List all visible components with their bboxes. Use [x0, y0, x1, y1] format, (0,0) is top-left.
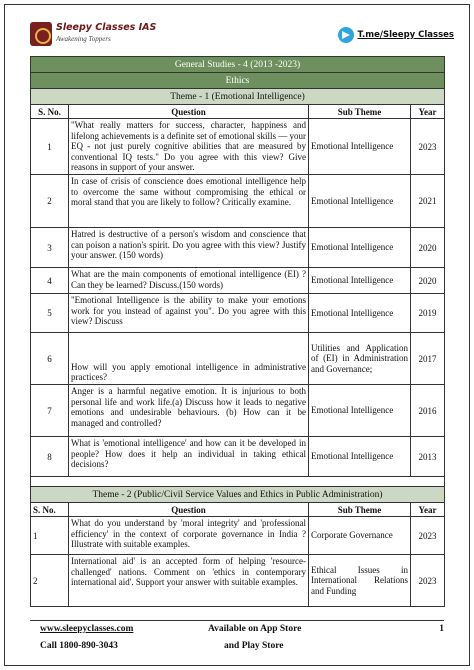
row-year: 2013: [411, 437, 445, 477]
website-link[interactable]: www.sleepyclasses.com: [40, 624, 134, 634]
theme-1-title: Theme - 1 (Emotional Intelligence): [31, 89, 445, 105]
column-header-sno: S. No.: [31, 105, 69, 119]
table-row: [31, 517, 445, 555]
row-year: 2023: [411, 555, 445, 607]
row-subtheme: Emotional Intelligence: [309, 294, 411, 333]
questions-table: [30, 56, 445, 607]
row-year: 2023: [411, 517, 445, 555]
page-header: [30, 20, 454, 50]
logo-name: Sleepy Classes IAS: [56, 22, 157, 33]
column-header-question: Question: [69, 503, 309, 517]
row-question: How will you apply emotional intelligence in administrative practices?: [69, 333, 309, 385]
row-subtheme: Emotional Intelligence: [309, 175, 411, 228]
table-header-row: [31, 105, 445, 119]
row-subtheme: Corporate Governance: [309, 517, 411, 555]
row-year: 2021: [411, 175, 445, 228]
table-row: [31, 333, 445, 385]
column-header-subtheme: Sub Theme: [309, 503, 411, 517]
column-header-year: Year: [411, 105, 445, 119]
telegram-text: T.me/Sleepy Classes: [357, 30, 454, 40]
row-sno: 2: [31, 555, 69, 607]
row-question: What do you understand by 'moral integrity' and 'professional efficiency' in the context of corporate governance in India ? Illustrate with suitable examples.: [69, 517, 309, 555]
row-year: 2023: [411, 119, 445, 175]
row-year: 2016: [411, 385, 445, 437]
telegram-link[interactable]: [338, 26, 454, 44]
table-row: [31, 555, 445, 607]
row-question: "What really matters for success, character, happiness and lifelong achievements is a definite set of emotional skills — your EQ - not just purely cognitive abilities that are measured by conventional IQ tests." Do you agree with this view? Give reasons in support of your answer.: [69, 119, 309, 175]
row-subtheme: Emotional Intelligence: [309, 268, 411, 294]
footer-divider: [30, 620, 444, 621]
table-row: [31, 119, 445, 175]
row-question: What are the main components of emotional intelligence (EI) ? Can they be learned? Discuss.(150 words): [69, 268, 309, 294]
table-row: [31, 175, 445, 228]
brand-logo[interactable]: [30, 20, 180, 50]
app-store-note: Available on App Store: [208, 624, 302, 634]
subject-title: Ethics: [31, 73, 445, 89]
table-header-row: [31, 503, 445, 517]
column-header-question: Question: [69, 105, 309, 119]
telegram-icon: [338, 27, 354, 43]
row-sno: 1: [31, 119, 69, 175]
theme-2-title: Theme - 2 (Public/Civil Service Values and Ethics in Public Administration): [31, 487, 445, 503]
row-question: "Emotional Intelligence is the ability to make your emotions work for you instead of against you". Do you agree with this view? Discuss: [69, 294, 309, 333]
table-row: [31, 437, 445, 477]
row-question: In case of crisis of conscience does emotional intelligence help to overcome the same without compromising the ethical or moral stand that you are likely to follow? Critically examine.: [69, 175, 309, 228]
row-year: 2019: [411, 294, 445, 333]
row-sno: 3: [31, 228, 69, 268]
row-question: What is 'emotional intelligence' and how can it be developed in people? How does it help an individual in taking ethical decisions?: [69, 437, 309, 477]
row-sno: 5: [31, 294, 69, 333]
column-header-subtheme: Sub Theme: [309, 105, 411, 119]
logo-emblem-icon: [30, 22, 52, 46]
row-question: International aid' is an accepted form of helping 'resource-challenged' nations. Comment on 'ethics in contemporary international aid'. Support your answer with suitable examples.: [69, 555, 309, 607]
table-row: [31, 228, 445, 268]
page-number: 1: [439, 624, 444, 634]
page-footer: [30, 624, 454, 658]
row-subtheme: Emotional Intelligence: [309, 385, 411, 437]
row-sno: 4: [31, 268, 69, 294]
table-row: [31, 385, 445, 437]
phone-number: Call 1800-890-3043: [40, 641, 118, 651]
table-row: [31, 268, 445, 294]
row-year: 2017: [411, 333, 445, 385]
row-sno: 1: [31, 517, 69, 555]
row-subtheme: Utilities and Application of (EI) in Administration and Governance;: [309, 333, 411, 385]
document-title: General Studies - 4 (2013 -2023): [31, 57, 445, 73]
row-subtheme: Ethical Issues in International Relations and Funding: [309, 555, 411, 607]
table-row: [31, 294, 445, 333]
row-sno: 7: [31, 385, 69, 437]
row-question: Hatred is destructive of a person's wisdom and conscience that can poison a nation's spirit. Do you agree with this view? Justify your answer. (150 words): [69, 228, 309, 268]
row-question: Anger is a harmful negative emotion. It is injurious to both personal life and work life.(a) Discuss how it leads to negative emotions and undesirable behaviours. (b) How can it be managed and controlled?: [69, 385, 309, 437]
row-sno: 8: [31, 437, 69, 477]
row-sno: 2: [31, 175, 69, 228]
row-subtheme: Emotional Intelligence: [309, 437, 411, 477]
logo-tagline: Awakening Toppers: [56, 35, 111, 43]
column-header-year: Year: [411, 503, 445, 517]
row-sno: 6: [31, 333, 69, 385]
row-subtheme: Emotional Intelligence: [309, 119, 411, 175]
row-year: 2020: [411, 228, 445, 268]
theme-spacer: [31, 477, 445, 487]
row-year: 2020: [411, 268, 445, 294]
play-store-note: and Play Store: [224, 641, 284, 651]
row-subtheme: Emotional Intelligence: [309, 228, 411, 268]
column-header-sno: S. No.: [31, 503, 69, 517]
